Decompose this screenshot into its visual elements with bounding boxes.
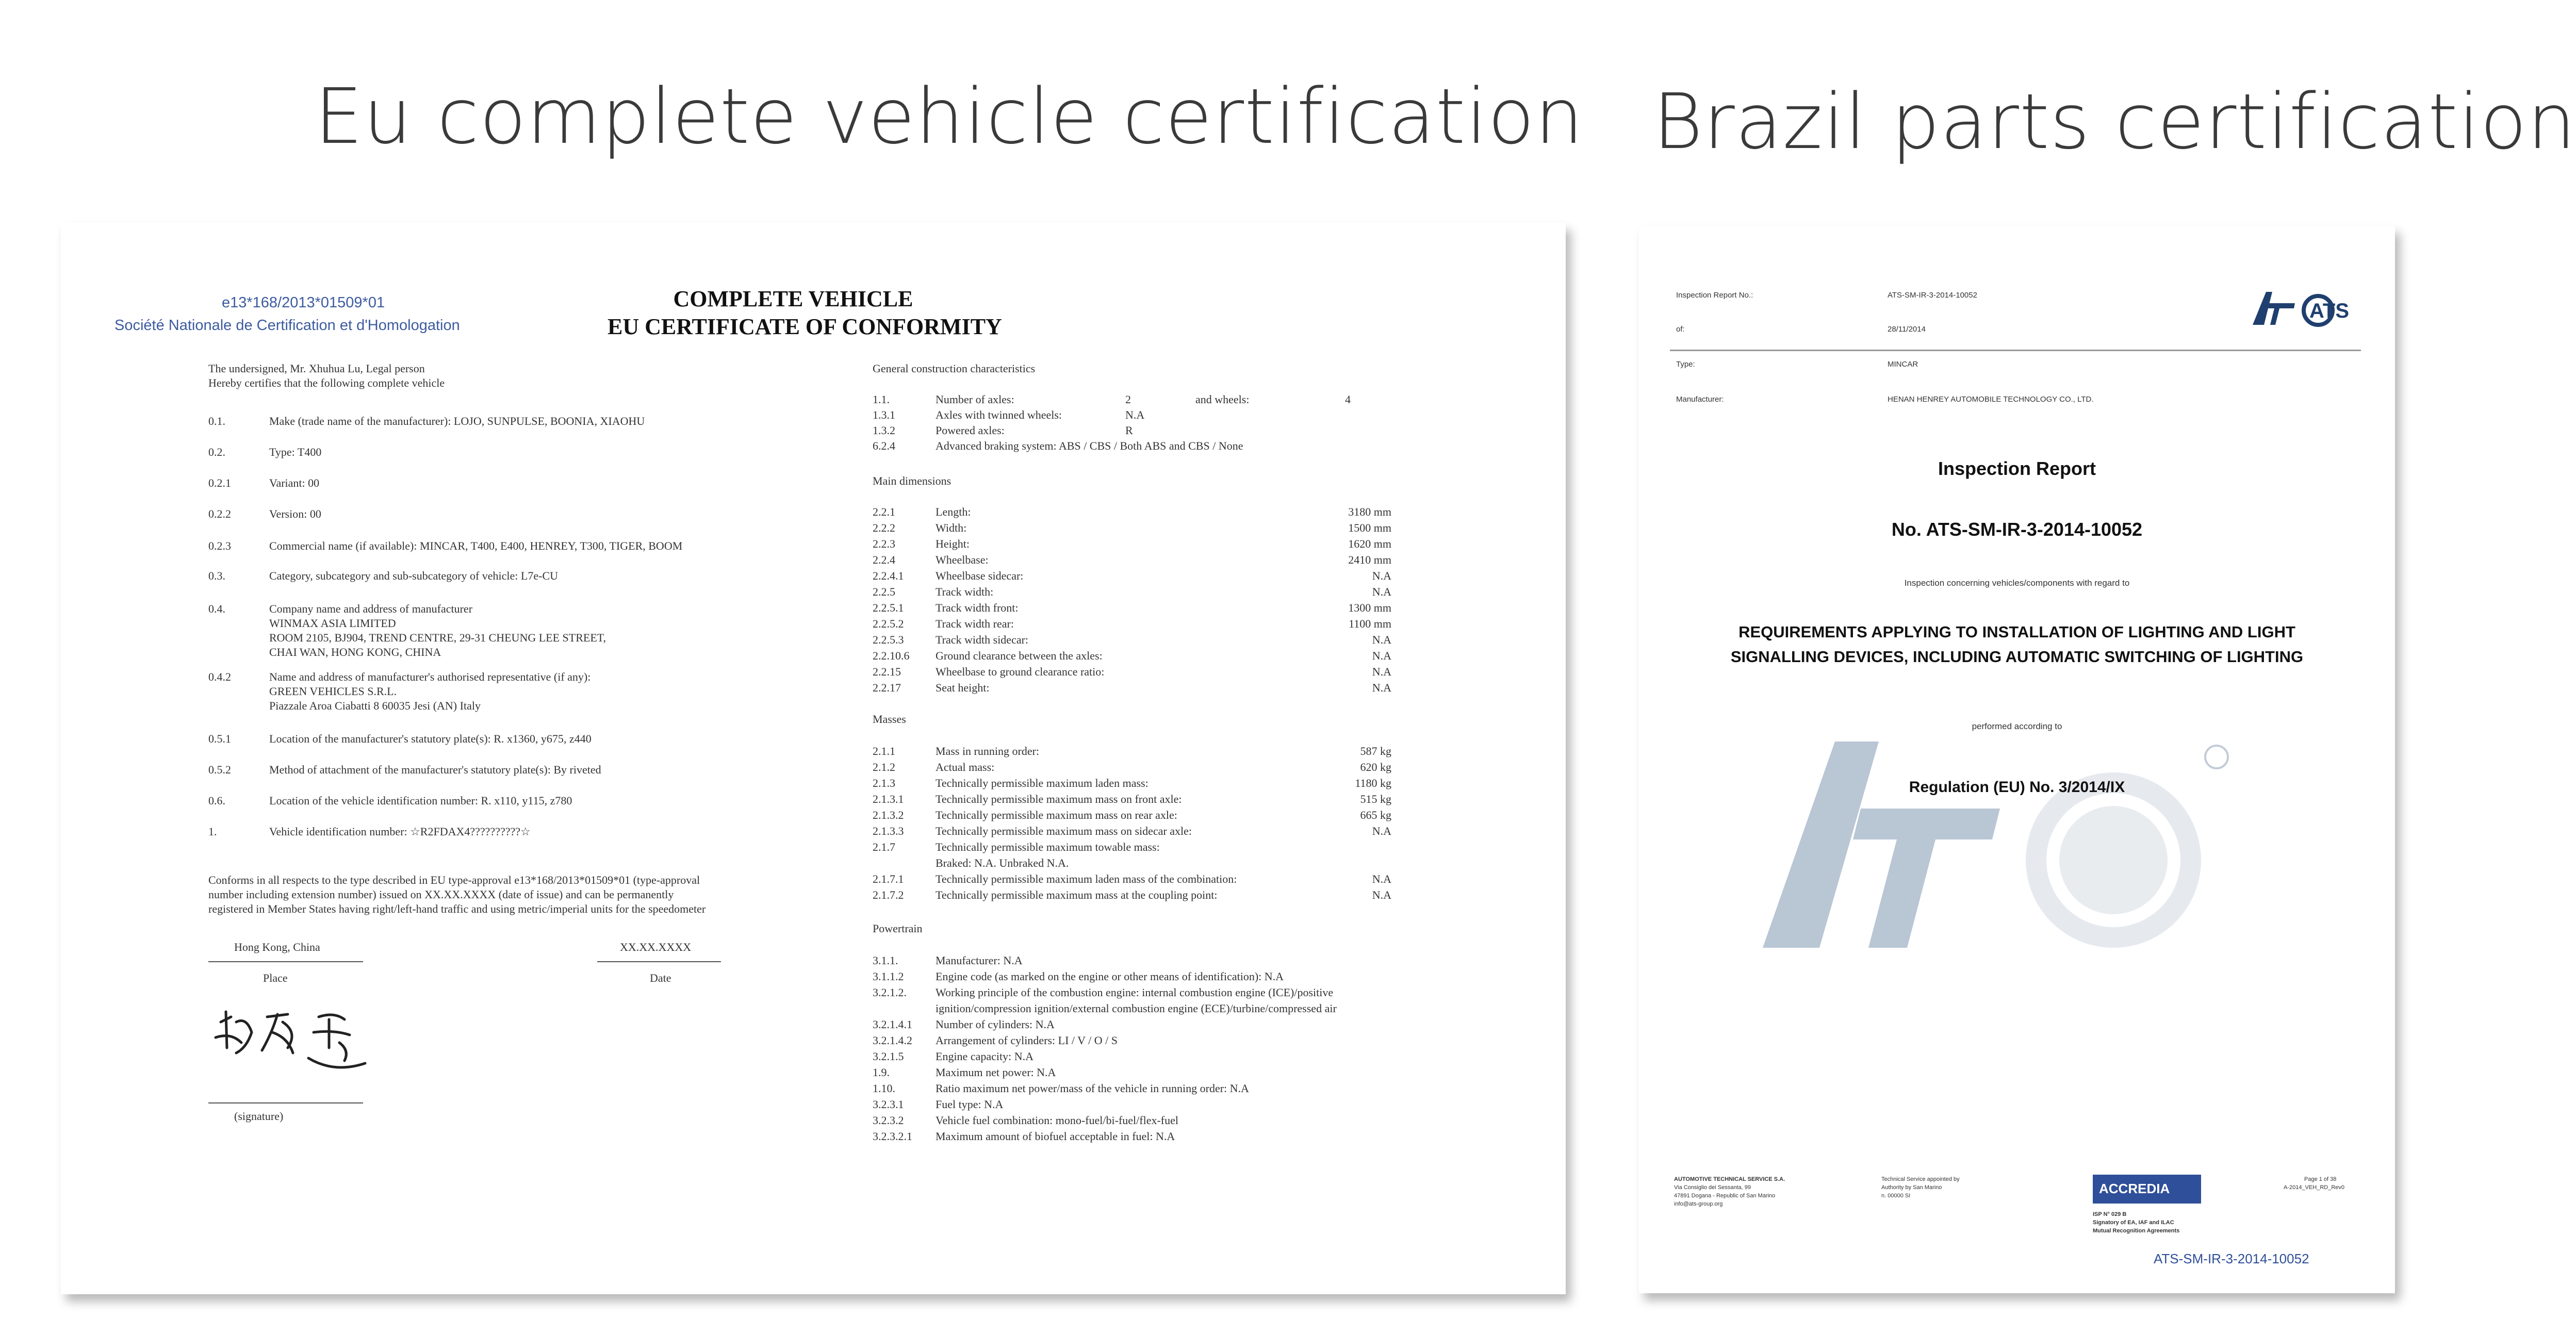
row-value: 665 kg — [1360, 809, 1391, 821]
footer-report-code: ATS-SM-IR-3-2014-10052 — [2154, 1251, 2309, 1266]
row-text: Variant: 00 — [269, 476, 320, 489]
row-number: 0.4. — [208, 602, 225, 615]
row-number: 2.2.15 — [873, 665, 901, 678]
row-text: CHAI WAN, HONG KONG, CHINA — [269, 646, 441, 658]
signature-label: (signature) — [234, 1110, 284, 1123]
eu-certificate-document — [61, 223, 1566, 1294]
row-number: 0.2.2 — [208, 507, 231, 520]
row-number: 2.2.4 — [873, 553, 895, 566]
row-number: 2.2.5.2 — [873, 617, 904, 630]
row-number: 2.2.5 — [873, 585, 895, 598]
eu-title-line1: COMPLETE VEHICLE — [673, 286, 913, 311]
row-text: Manufacturer: N.A — [936, 954, 1023, 967]
place-line — [208, 961, 363, 962]
header-value: MINCAR — [1888, 360, 1918, 369]
requirements-line2: SIGNALLING DEVICES, INCLUDING AUTOMATIC SWITCHING OF LIGHTING — [1730, 648, 2304, 666]
row-number: 1.1. — [873, 393, 890, 406]
row-number: 2.1.3 — [873, 777, 895, 789]
row-value: R — [1125, 424, 1133, 437]
row-number: 3.2.3.2 — [873, 1114, 904, 1127]
accredia-badge — [2093, 1175, 2201, 1204]
row-number: 2.1.2 — [873, 761, 895, 773]
row-text: Track width front: — [936, 601, 1019, 614]
row-value: 1100 mm — [1349, 617, 1391, 630]
row-number: 3.1.1.2 — [873, 970, 904, 983]
ats-logo-text: ATS — [2309, 300, 2350, 322]
header-label: Inspection Report No.: — [1676, 291, 1753, 300]
row-number: 2.2.17 — [873, 681, 901, 694]
conforms-line1: Conforms in all respects to the type described in EU type-approval e13*168/2013*01509*01 (type-approval — [208, 874, 700, 886]
row-value: N.A — [1372, 633, 1391, 646]
accredia-signatory: Signatory of EA, IAF and ILAC — [2093, 1220, 2174, 1226]
row-text: Mass in running order: — [936, 745, 1040, 757]
row-text: Ratio maximum net power/mass of the vehicle in running order: N.A — [936, 1082, 1249, 1095]
row-text: Technically permissible maximum laden mass: — [936, 777, 1148, 789]
row-number: 2.2.10.6 — [873, 649, 910, 662]
row-text: Arrangement of cylinders: LI / V / O / S — [936, 1034, 1118, 1047]
row-text: Height: — [936, 537, 970, 550]
row-text: Piazzale Aroa Ciabatti 8 60035 Jesi (AN) Italy — [269, 699, 481, 712]
footer-authority: Authority by San Marino — [1881, 1184, 1942, 1191]
row-text: Powered axles: — [936, 424, 1005, 437]
row-text: Wheelbase to ground clearance ratio: — [936, 665, 1105, 678]
row-text: Company name and address of manufacturer — [269, 602, 473, 615]
approval-number: e13*168/2013*01509*01 — [222, 294, 385, 311]
row-value: N.A — [1372, 681, 1391, 694]
footer-company: AUTOMOTIVE TECHNICAL SERVICE S.A. — [1674, 1176, 1785, 1182]
row-text: Track width rear: — [936, 617, 1014, 630]
row-number: 3.2.1.5 — [873, 1050, 904, 1063]
regulation-text: Regulation (EU) No. 3/2014/IX — [1909, 779, 2125, 796]
brazil-certification-heading: Brazil parts certification — [1653, 77, 2576, 166]
row-value: 1300 mm — [1348, 601, 1391, 614]
row-text: Technically permissible maximum mass on front axle: — [936, 793, 1182, 805]
row-text: Commercial name (if available): MINCAR, T400, E400, HENREY, T300, TIGER, BOOM — [269, 539, 683, 552]
row-number: 3.2.3.2.1 — [873, 1130, 912, 1143]
row-text: Axles with twinned wheels: — [936, 408, 1062, 421]
ats-watermark-logo — [1758, 736, 2273, 963]
row-value: N.A — [1125, 408, 1145, 421]
row-text: Make (trade name of the manufacturer): LOJO, SUNPULSE, BOONIA, XIAOHU — [269, 415, 645, 427]
row-text: Vehicle fuel combination: mono-fuel/bi-fuel/flex-fuel — [936, 1114, 1179, 1127]
row-number: 2.2.2 — [873, 521, 895, 534]
row-value: N.A — [1372, 872, 1391, 885]
row-number: 2.1.7 — [873, 841, 895, 853]
row-number: 0.6. — [208, 794, 225, 807]
row-number: 0.2. — [208, 446, 225, 458]
row-number: 2.1.3.1 — [873, 793, 904, 805]
header-rule — [1670, 350, 2361, 351]
row-extra-label: and wheels: — [1195, 393, 1250, 406]
general-construction-title: General construction characteristics — [873, 362, 1036, 375]
row-text: Name and address of manufacturer's authorised representative (if any): — [269, 670, 591, 683]
row-number: 1.9. — [873, 1066, 890, 1079]
footer-appointed: Technical Service appointed by — [1881, 1176, 1960, 1182]
page-info: Page 1 of 38 — [2304, 1176, 2337, 1182]
row-number: 2.2.4.1 — [873, 569, 904, 582]
row-text: Braked: N.A. Unbraked N.A. — [936, 856, 1069, 869]
place-label: Place — [263, 971, 288, 984]
row-number: 3.2.1.4.1 — [873, 1018, 912, 1031]
row-number: 0.2.3 — [208, 539, 231, 552]
row-number: 0.2.1 — [208, 476, 231, 489]
row-number: 2.1.7.1 — [873, 872, 904, 885]
row-text: Version: 00 — [269, 507, 321, 520]
row-number: 2.2.5.1 — [873, 601, 904, 614]
accredia-mra: Mutual Recognition Agreements — [2093, 1228, 2180, 1234]
eu-certification-heading: Eu complete vehicle certification — [315, 72, 1584, 161]
place-value: Hong Kong, China — [234, 941, 320, 953]
row-text: Working principle of the combustion engine: internal combustion engine (ICE)/positive — [936, 986, 1334, 999]
handwritten-signature — [210, 1001, 386, 1089]
ats-logo — [2249, 288, 2352, 329]
row-text: Length: — [936, 505, 971, 518]
date-line — [597, 961, 721, 962]
row-text: Technically permissible maximum mass on sidecar axle: — [936, 825, 1192, 837]
row-text: Track width: — [936, 585, 994, 598]
row-value: 1620 mm — [1348, 537, 1391, 550]
row-number: 1.3.1 — [873, 408, 895, 421]
row-value: 1500 mm — [1348, 521, 1391, 534]
row-value: N.A — [1372, 888, 1391, 901]
row-number: 0.4.2 — [208, 670, 231, 683]
row-number: 2.2.3 — [873, 537, 895, 550]
header-label: of: — [1676, 325, 1685, 334]
row-text: Wheelbase: — [936, 553, 989, 566]
row-extra-value: 4 — [1345, 393, 1351, 406]
row-text: Method of attachment of the manufacturer's statutory plate(s): By riveted — [269, 763, 601, 776]
row-text: Actual mass: — [936, 761, 995, 773]
row-number: 1.10. — [873, 1082, 895, 1095]
row-number: 3.1.1. — [873, 954, 898, 967]
row-value: 1180 kg — [1355, 777, 1391, 789]
row-text: Location of the manufacturer's statutory plate(s): R. x1360, y675, z440 — [269, 732, 592, 745]
row-text: Seat height: — [936, 681, 990, 694]
masses-title: Masses — [873, 713, 906, 726]
row-text: Technically permissible maximum laden mass of the combination: — [936, 872, 1237, 885]
signature-line — [208, 1102, 363, 1103]
row-value: N.A — [1372, 825, 1391, 837]
row-text: Track width sidecar: — [936, 633, 1029, 646]
row-text: WINMAX ASIA LIMITED — [269, 617, 396, 630]
date-label: Date — [650, 971, 671, 984]
row-number: 1.3.2 — [873, 424, 895, 437]
concerning-text: Inspection concerning vehicles/components with regard to — [1904, 578, 2130, 588]
eu-title-line2: EU CERTIFICATE OF CONFORMITY — [608, 314, 1002, 339]
row-text: Category, subcategory and sub-subcategory of vehicle: L7e-CU — [269, 569, 559, 582]
row-text: Advanced braking system: ABS / CBS / Both ABS and CBS / None — [936, 439, 1243, 452]
accredia-label: ACCREDIA — [2099, 1181, 2170, 1196]
date-value: XX.XX.XXXX — [620, 941, 692, 953]
row-number: 2.2.1 — [873, 505, 895, 518]
row-text: Type: T400 — [269, 446, 322, 458]
intro-line2: Hereby certifies that the following complete vehicle — [208, 376, 445, 389]
row-text: Technically permissible maximum mass at the coupling point: — [936, 888, 1218, 901]
row-number: 1. — [208, 825, 217, 838]
accredia-isp: ISP N° 029 B — [2093, 1211, 2127, 1217]
row-value: N.A — [1372, 649, 1391, 662]
row-text: ignition/compression ignition/external combustion engine (ECE)/turbine/compressed air — [936, 1002, 1337, 1015]
row-value: N.A — [1372, 665, 1391, 678]
report-title: Inspection Report — [1938, 458, 2096, 479]
row-number: 3.2.1.4.2 — [873, 1034, 912, 1047]
row-text: Fuel type: N.A — [936, 1098, 1004, 1111]
footer-email: info@ats-group.org — [1674, 1201, 1723, 1207]
row-value: 2 — [1125, 393, 1131, 406]
row-text: Maximum amount of biofuel acceptable in fuel: N.A — [936, 1130, 1175, 1143]
row-text: Number of axles: — [936, 393, 1014, 406]
row-text: Wheelbase sidecar: — [936, 569, 1024, 582]
header-value: 28/11/2014 — [1888, 325, 1926, 334]
authority-name: Société Nationale de Certification et d'Homologation — [114, 317, 460, 334]
header-label: Type: — [1676, 360, 1695, 369]
row-number: 3.2.1.2. — [873, 986, 907, 999]
brazil-certificate-document — [1639, 226, 2395, 1293]
row-text: Engine code (as marked on the engine or other means of identification): N.A — [936, 970, 1284, 983]
row-text: Width: — [936, 521, 967, 534]
row-number: 2.1.1 — [873, 745, 895, 757]
row-text: Maximum net power: N.A — [936, 1066, 1056, 1079]
row-text: Number of cylinders: N.A — [936, 1018, 1055, 1031]
footer-address1: Via Consiglio dei Sessanta, 99 — [1674, 1184, 1751, 1191]
row-text: Technically permissible maximum mass on rear axle: — [936, 809, 1177, 821]
header-value: ATS-SM-IR-3-2014-10052 — [1888, 291, 1977, 300]
row-number: 3.2.3.1 — [873, 1098, 904, 1111]
form-code: A-2014_VEH_RD_Rev0 — [2284, 1184, 2345, 1191]
row-number: 0.5.1 — [208, 732, 231, 745]
row-text: Technically permissible maximum towable mass: — [936, 841, 1160, 853]
row-value: 620 kg — [1360, 761, 1391, 773]
footer-authority-no: n. 00000 SI — [1881, 1193, 1911, 1199]
conforms-line2: number including extension number) issued on XX.XX.XXXX (date of issue) and can be permanently — [208, 888, 674, 901]
conforms-line3: registered in Member States having right/left-hand traffic and using metric/imperial units for the speedometer — [208, 902, 706, 915]
main-dimensions-title: Main dimensions — [873, 474, 951, 487]
row-value: N.A — [1372, 585, 1391, 598]
header-value: HENAN HENREY AUTOMOBILE TECHNOLOGY CO., LTD. — [1888, 395, 2094, 404]
row-number: 6.2.4 — [873, 439, 895, 452]
performed-text: performed according to — [1972, 721, 2062, 731]
row-number: 0.5.2 — [208, 763, 231, 776]
row-value: N.A — [1372, 569, 1391, 582]
powertrain-title: Powertrain — [873, 922, 923, 935]
row-number: 2.1.7.2 — [873, 888, 904, 901]
row-value: 3180 mm — [1348, 505, 1391, 518]
footer-address2: 47891 Dogana - Republic of San Marino — [1674, 1193, 1776, 1199]
intro-line1: The undersigned, Mr. Xhuhua Lu, Legal person — [208, 362, 425, 375]
header-label: Manufacturer: — [1676, 395, 1724, 404]
row-number: 2.1.3.2 — [873, 809, 904, 821]
row-value: 515 kg — [1360, 793, 1391, 805]
row-number: 0.1. — [208, 415, 225, 427]
row-text: Ground clearance between the axles: — [936, 649, 1103, 662]
report-number: No. ATS-SM-IR-3-2014-10052 — [1891, 519, 2143, 540]
row-text: Engine capacity: N.A — [936, 1050, 1033, 1063]
row-text: GREEN VEHICLES S.R.L. — [269, 685, 397, 698]
row-number: 0.3. — [208, 569, 225, 582]
row-text: Location of the vehicle identification number: R. x110, y115, z780 — [269, 794, 572, 807]
row-value: 587 kg — [1360, 745, 1391, 757]
row-number: 2.2.5.3 — [873, 633, 904, 646]
row-text: Vehicle identification number: ☆R2FDAX4??????????☆ — [269, 825, 531, 838]
row-text: ROOM 2105, BJ904, TREND CENTRE, 29-31 CHEUNG LEE STREET, — [269, 631, 606, 644]
row-value: 2410 mm — [1348, 553, 1391, 566]
row-number: 2.1.3.3 — [873, 825, 904, 837]
requirements-line1: REQUIREMENTS APPLYING TO INSTALLATION OF LIGHTING AND LIGHT — [1738, 623, 2295, 641]
